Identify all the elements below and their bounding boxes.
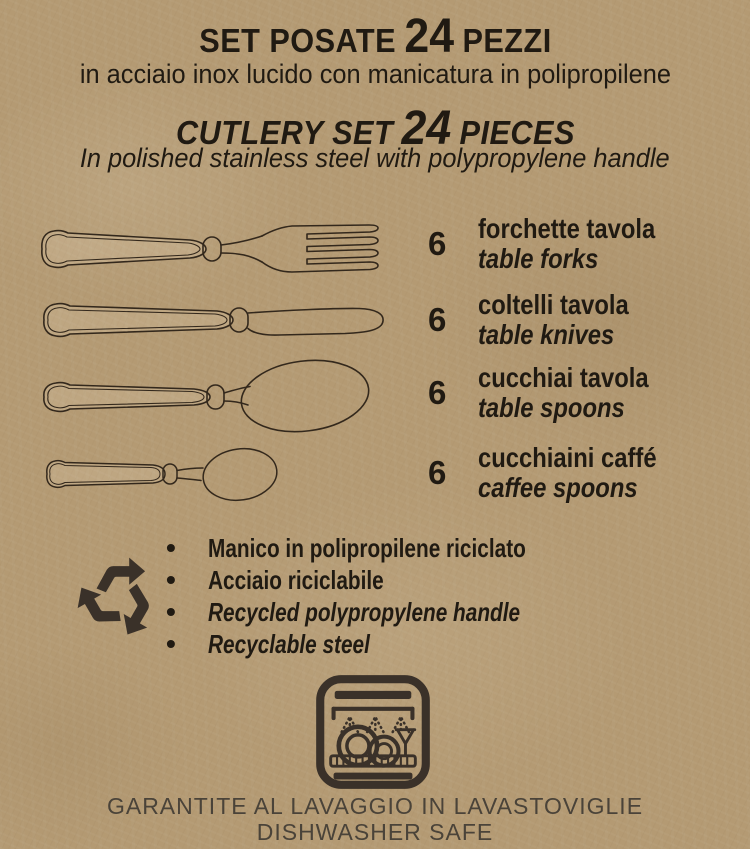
title-it-post: PEZZI <box>461 22 552 59</box>
fork-drawing <box>40 224 380 276</box>
eco-bullet: • Acciaio riciclabile <box>158 564 605 596</box>
bullet-dot: • <box>166 564 176 595</box>
knife-drawing <box>42 300 387 340</box>
eco-bullet: • Manico in polipropilene riciclato <box>158 532 605 564</box>
title-en-post: PIECES <box>459 114 575 151</box>
dishwasher-safe-icon <box>315 674 431 788</box>
eco-bullet: • Recycled polypropylene handle <box>158 596 605 628</box>
footer-line-english: DISHWASHER SAFE <box>256 819 494 845</box>
qty-teaspoons: 6 <box>428 454 447 491</box>
footer-line-italian: GARANTITE AL LAVAGGIO IN LAVASTOVIGLIE <box>106 793 644 819</box>
qty-spoons: 6 <box>428 374 447 411</box>
item-name-it: coltelli tavola <box>478 289 629 320</box>
item-name-it: forchette tavola <box>478 213 656 244</box>
item-row-forks <box>428 214 687 274</box>
qty-forks: 6 <box>428 225 447 262</box>
item-name-it: cucchiai tavola <box>478 362 649 393</box>
item-name-en: table forks <box>478 243 599 274</box>
item-name-en: caffee spoons <box>478 472 638 503</box>
spoon-drawing <box>42 359 372 434</box>
item-name-en: table knives <box>478 319 615 350</box>
item-name-it: cucchiaini caffé <box>478 442 657 473</box>
piece-count-en: 24 <box>401 102 451 155</box>
item-row-spoons <box>428 363 679 423</box>
item-row-knives <box>428 290 655 350</box>
eco-bullet-list <box>158 532 605 660</box>
bullet-dot: • <box>166 628 176 659</box>
subtitle-italian: in acciaio inox lucido con manicatura in polipropilene <box>79 59 671 89</box>
recycle-icon <box>76 553 160 635</box>
subtitle-english: In polished stainless steel with polypropylene handle <box>80 143 670 173</box>
bullet-dot: • <box>166 596 176 627</box>
bullet-dot: • <box>166 532 176 563</box>
item-row-teaspoons <box>428 443 688 503</box>
title-en-pre: CUTLERY SET <box>175 114 393 151</box>
qty-knives: 6 <box>428 301 447 338</box>
eco-bullet: • Recyclable steel <box>158 628 605 660</box>
piece-count-it: 24 <box>403 10 454 63</box>
teaspoon-drawing <box>45 447 280 502</box>
title-it-pre: SET POSATE <box>198 22 396 59</box>
item-name-en: table spoons <box>478 392 625 423</box>
